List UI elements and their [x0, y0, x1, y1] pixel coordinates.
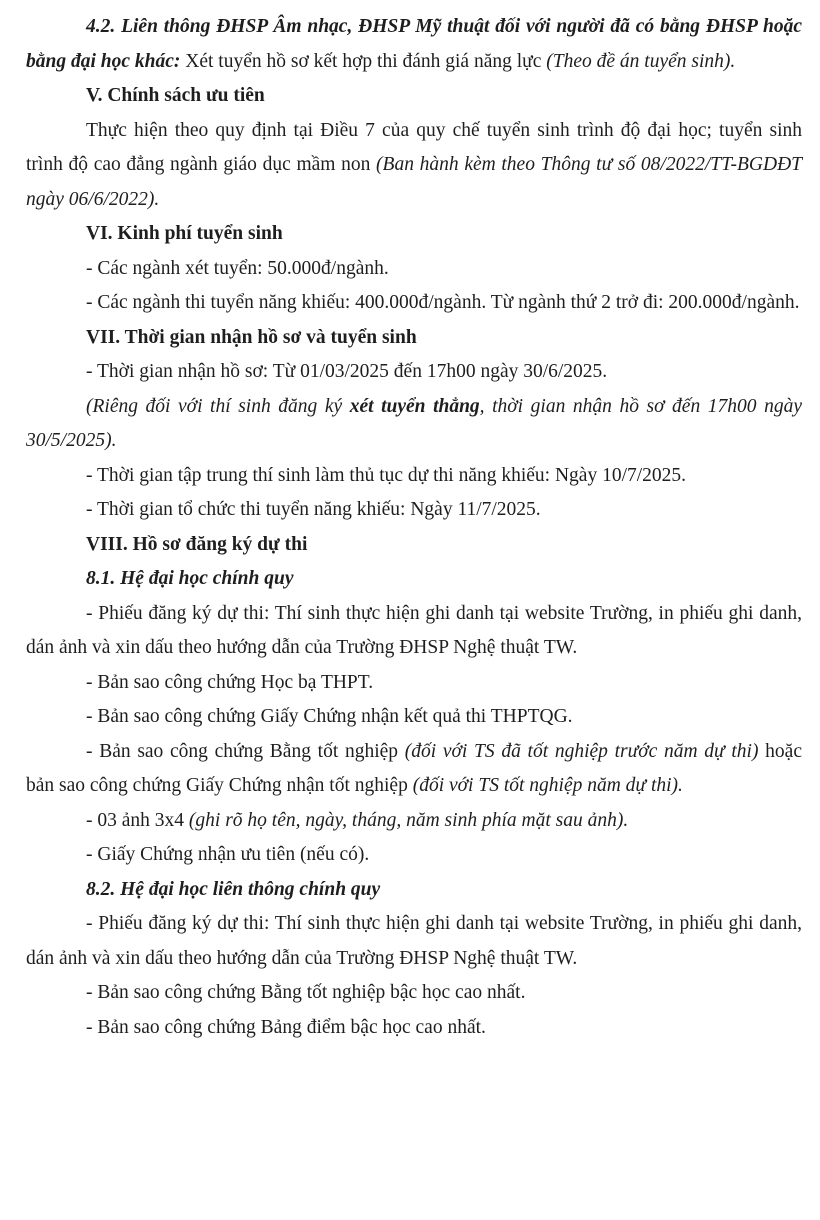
section-v-heading: V. Chính sách ưu tiên [86, 85, 265, 106]
section-vii-item-1: - Thời gian nhận hồ sơ: Từ 01/03/2025 đến 17h00 ngày 30/6/2025. [86, 361, 608, 382]
section-8-1-item-3: - Bản sao công chứng Giấy Chứng nhận kết quả thi THPTQG. [86, 706, 573, 727]
section-8-1-item-4-d: (đối với TS tốt nghiệp năm dự thi). [412, 775, 683, 796]
section-8-1-item-6: - Giấy Chứng nhận ưu tiên (nếu có). [86, 844, 370, 865]
section-8-2-item-1: - Phiếu đăng ký dự thi: Thí sinh thực hiện ghi danh tại website Trường, in phiếu ghi danh, dán ảnh và xin dấu theo hướng dẫn của Trường ĐHSP Nghệ thuật TW. [26, 913, 802, 969]
section-8-1-item-1: - Phiếu đăng ký dự thi: Thí sinh thực hiện ghi danh tại website Trường, in phiếu ghi danh, dán ảnh và xin dấu theo hướng dẫn của Trường ĐHSP Nghệ thuật TW. [26, 602, 802, 658]
section-vii-note-c: , thời gian nhận hồ sơ đến 17h00 ngày 30/5/2025). [26, 395, 802, 451]
section-vi-heading: VI. Kinh phí tuyển sinh [86, 223, 283, 244]
section-vi-item-1: - Các ngành xét tuyển: 50.000đ/ngành. [86, 257, 389, 279]
section-vi-item-2: - Các ngành thi tuyển năng khiếu: 400.000đ/ngành. Từ ngành thứ 2 trở đi: 200.000đ/ngành. [86, 292, 800, 313]
section-v-text: Thực hiện theo quy định tại Điều 7 của quy chế tuyển sinh trình độ đại học; tuyển sinh trình độ cao đẳng ngành giáo dục mầm non [26, 119, 802, 175]
section-vii-item-2: - Thời gian tập trung thí sinh làm thủ tục dự thi năng khiếu: Ngày 10/7/2025. [86, 464, 687, 486]
section-8-2-heading: 8.2. Hệ đại học liên thông chính quy [86, 878, 381, 900]
section-8-1-item-4-c: hoặc bản sao công chứng Giấy Chứng nhận tốt nghiệp [26, 740, 802, 796]
section-8-1-item-4-b: (đối với TS đã tốt nghiệp trước năm dự thi) [404, 740, 759, 762]
section-8-1-item-4-a: - Bản sao công chứng Bằng tốt nghiệp [86, 740, 405, 762]
section-4-2 [26, 10, 802, 79]
section-4-2-note: (Theo đề án tuyển sinh). [546, 50, 736, 72]
section-8-2-item-3: - Bản sao công chứng Bảng điểm bậc học cao nhất. [86, 1016, 486, 1038]
section-8-1-item-5 [26, 804, 802, 839]
section-vii-heading: VII. Thời gian nhận hồ sơ và tuyển sinh [86, 326, 417, 348]
section-8-1-item-4 [26, 735, 802, 804]
section-8-1-heading: 8.1. Hệ đại học chính quy [86, 568, 294, 589]
section-vii-note-a: (Riêng đối với thí sinh đăng ký [86, 395, 350, 417]
section-4-2-heading: 4.2. Liên thông ĐHSP Âm nhạc, ĐHSP Mỹ thuật đối với người đã có bằng ĐHSP hoặc bằng đại học khác: [26, 16, 802, 72]
section-vii-item-3: - Thời gian tổ chức thi tuyển năng khiếu: Ngày 11/7/2025. [86, 499, 541, 520]
section-8-1-item-5-a: - 03 ảnh 3x4 [86, 809, 189, 831]
section-viii-heading: VIII. Hồ sơ đăng ký dự thi [86, 533, 308, 555]
section-4-2-text: Xét tuyển hồ sơ kết hợp thi đánh giá năng lực [180, 50, 547, 72]
section-8-1-item-2: - Bản sao công chứng Học bạ THPT. [86, 671, 374, 693]
section-vii-note [26, 390, 802, 459]
section-8-1-item-5-b: (ghi rõ họ tên, ngày, tháng, năm sinh phía mặt sau ảnh). [188, 809, 629, 831]
section-8-2-item-2: - Bản sao công chứng Bằng tốt nghiệp bậc học cao nhất. [86, 982, 526, 1003]
section-vii-note-b: xét tuyển thẳng [349, 395, 480, 417]
section-v-note: (Ban hành kèm theo Thông tư số 08/2022/TT-BGDĐT ngày 06/6/2022). [26, 154, 802, 210]
section-v-paragraph [26, 114, 802, 218]
